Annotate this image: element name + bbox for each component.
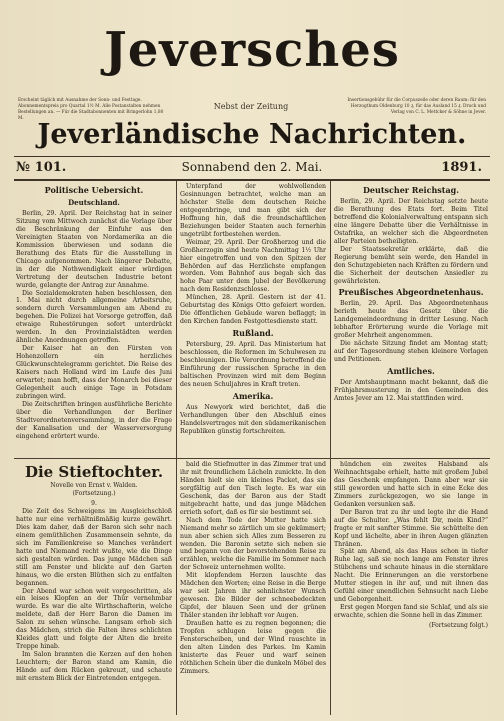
- story-paragraph: Erst gegen Morgen fand sie Schlaf, und als sie erwachte, schien die Sonne hell in das Zimmer.: [334, 604, 488, 620]
- issue-year: 1891.: [441, 160, 482, 175]
- story-continued-2: [180, 461, 326, 715]
- story-chapter: 9.: [91, 500, 97, 507]
- article-paragraph: Der Kaiser hat an den Fürsten von Hohenzollern ein herzliches Glückwunschtelegramm gerichtet. Die Reise des Kaisers nach Holland wird im Laufe des Juni erwartet; man hofft, dass der Monarch bei dieser Gelegenheit auch einige Tage in Potsdam zubringen wird.: [16, 345, 172, 400]
- story-end-note: (Fortsetzung folgt.): [429, 622, 488, 630]
- article-paragraph: Der Staatssekretär erklärte, daß die Regierung bemüht sein werde, den Handel in den Schutzgebieten nach Kräften zu fördern und die Sicherheit der deutschen Ansiedler zu gewährleisten.: [334, 245, 488, 285]
- story-paragraph: Der Abend war schon weit vorgeschritten, als ein leises Klopfen an der Thür vernehmbar wurde. Es war die alte Wirthschafterin, welche meldete, daß der Herr Baron die Damen im Salon zu sehen wünsche. Langsam erhob sich das Mädchen, strich die Falten ihres schlichten Kleides glatt und folgte der Alten die breite Treppe hinab.: [16, 587, 172, 651]
- column-parliament: [334, 183, 488, 455]
- masthead-title: Jeversches: [104, 22, 400, 78]
- article-paragraph: Die nächste Sitzung findet am Montag statt; auf der Tagesordnung stehen kleinere Vorlagen und Petitionen.: [334, 340, 488, 364]
- article-paragraph: Petersburg, 29. April. Das Ministerium hat beschlossen, die Reformen im Schulwesen zu beschleunigen. Die Verordnung betreffend die Einführung der russischen Sprache in den baltischen Provinzen wird mit dem Beginn des neuen Schuljahres in Kraft treten.: [180, 341, 326, 388]
- story-author: Novelle von Ernst v. Walden.: [50, 482, 138, 489]
- story-paragraph: Nach dem Tode der Mutter hatte sich Niemand mehr so zärtlich um sie gekümmert; nun aber schien sich Alles zum Besseren zu wenden. Die Baronin setzte sich neben sie und begann von der bevorstehenden Reise zu erzählen, welche die Familie im Sommer nach der Schweiz unternehmen wollte.: [180, 516, 326, 572]
- dateline: [14, 157, 490, 179]
- section-title: Politische Uebersicht.: [44, 185, 144, 195]
- feuilleton-divider: [14, 458, 490, 459]
- section-title: Deutscher Reichstag.: [362, 185, 460, 195]
- article-paragraph: München, 28. April. Gestern ist der 41. Geburtstag des Königs Otto gefeiert worden. Die öffentlichen Gebäude waren beflaggt; in den Kirchen fanden Festgottesdienste statt.: [180, 294, 326, 326]
- column-divider-1: [176, 181, 177, 715]
- story-paragraph: bald die Stiefmutter in das Zimmer trat und ihr mit freundlichem Lächeln zunickte. In den Händen hielt sie ein kleines Packet, das sie sorgfältig auf den Tisch legte. Es war ein Geschenk, das der Baron aus der Stadt mitgebracht hatte, und das junge Mädchen errieth sofort, daß es für sie bestimmt sei.: [180, 461, 326, 516]
- article-paragraph: Weimar, 29. April. Der Großherzog und die Großherzogin sind heute Nachmittag 1½ Uhr hier eingetroffen und von den Spitzen der Behörden auf das Herzlichste empfangen worden. Vom Bahnhof aus begab sich das hohe Paar unter dem Jubel der Bevölkerung nach dem Residenzschlosse.: [180, 238, 326, 294]
- article-paragraph: Die Zeitschriften bringen ausführliche Berichte über die Verhandlungen der Berliner Stadtverordnetenversammlung, in der die Frage der Kanalisation und der Wasserversorgung eingehend erörtert wurde.: [16, 400, 172, 440]
- column-divider-2: [330, 181, 331, 715]
- rule-bottom: [14, 179, 490, 181]
- story-paragraph: Draußen hatte es zu regnen begonnen; die Tropfen schlugen leise gegen die Fensterscheiben, und der Wind rauschte in den alten Linden des Parkes. Im Kamin knisterte das Feuer und warf seinen röthlichen Schein über die dunkeln Möbel des Zimmers.: [180, 620, 326, 675]
- subsection-title: Deutschland.: [68, 198, 120, 207]
- story-paragraph: Der Baron trat zu ihr und legte ihr die Hand auf die Schulter. „Was fehlt Dir, mein Kind?“ fragte er mit sanfter Stimme. Sie schüttelte den Kopf und lächelte, aber in ihren Augen glänzten Thränen.: [334, 508, 488, 548]
- masthead-subtitle: Jeverländische Nachrichten.: [37, 119, 467, 150]
- column-news: [180, 183, 326, 455]
- section-title: Amtliches.: [387, 366, 435, 377]
- section-title: Preußisches Abgeordnetenhaus.: [338, 287, 484, 298]
- story-paragraph: Im Salon brannten die Kerzen auf den hohen Leuchtern; der Baron stand am Kamin, die Hände auf dem Rücken gekreuzt, und schaute mit ernstem Blick der Eintretenden entgegen.: [16, 651, 172, 683]
- article-paragraph: Aus Newyork wird berichtet, daß die Verhandlungen über den Abschluß eines Handelsvertrages mit den südamerikanischen Republiken günstig fortschreiten.: [180, 403, 326, 435]
- column-politics: [16, 183, 172, 455]
- article-paragraph: Unterpfand der wohlwollenden Gesinnungen betrachtet, welche man an höchster Stelle dem deutschen Reiche entgegenbringe, und man gibt sich der Hoffnung hin, daß die freundschaftlichen Beziehungen beider Staaten auch fernerhin ungetrübt fortbestehen werden.: [180, 183, 326, 238]
- insertion-notice: Insertionsgebühr für die Corpuszeile oder deren Raum: für den Herzogthum Oldenburg 10 ₰, für das Ausland 15 ₰. Druck und Verlag von C. L. Mettcker & Söhne in Jever.: [347, 98, 486, 115]
- section-title: Rußland.: [232, 328, 274, 339]
- article-paragraph: Berlin, 29. April. Der Reichstag hat in seiner Sitzung vom Mittwoch zunächst die Vorlage über die Beschränkung der Einfuhr aus den Vereinigten Staaten von Nordamerika an die Kommission überwiesen und sodann die Berathung des Etats für die Ausstellung in Chicago aufgenommen. Nach längerer Debatte, in der die Nothwendigkeit einer würdigen Vertretung der deutschen Industrie betont wurde, gelangte der Antrag zur Annahme.: [16, 210, 172, 289]
- article-paragraph: Die Sozialdemokraten haben beschlossen, den 1. Mai nicht durch allgemeine Arbeitsruhe, sondern durch Versammlungen am Abend zu begehen. Die Polizei hat Vorsorge getroffen, daß etwaige Ruhestörungen sofort unterdrückt werden. In den Provinzialstädten werden ähnliche Anordnungen getroffen.: [16, 289, 172, 345]
- issue-number: № 101.: [16, 160, 67, 175]
- issue-date: Sonnabend den 2. Mai.: [181, 160, 323, 174]
- story-column: [16, 461, 172, 715]
- story-continued-3: [334, 461, 488, 715]
- article-paragraph: Berlin, 29. April. Der Reichstag setzte heute die Berathung des Etats fort. Beim Titel betreffend die Kolonialverwaltung entspann sich eine längere Debatte über die Verhältnisse in Ostafrika, an welcher sich die Abgeordneten aller Parteien betheiligten.: [334, 198, 488, 245]
- nebst-label: Nebst der Zeitung: [213, 102, 289, 111]
- article-paragraph: Berlin, 29. April. Das Abgeordnetenhaus berieth heute das Gesetz über die Landgemeindeordnung in dritter Lesung. Nach lebhafter Erörterung wurde die Vorlage mit großer Mehrheit angenommen.: [334, 300, 488, 340]
- story-paragraph: Spät am Abend, als das Haus schon in tiefer Ruhe lag, saß sie noch lange am Fenster ihres Stübchens und schaute hinaus in die sternklare Nacht. Die Erinnerungen an die verstorbene Mutter stiegen in ihr auf, und mit ihnen das Gefühl einer unendlichen Sehnsucht nach Liebe und Geborgenheit.: [334, 548, 488, 604]
- story-continuation: (Fortsetzung.): [72, 490, 116, 497]
- story-title: Die Stieftochter.: [24, 463, 164, 481]
- section-title: Amerika.: [232, 390, 274, 401]
- story-paragraph: Die Zeit des Schweigens im Ausgleichschloß hatte nur eine verhältnißmäßig kurze gewährt. Dies kam daher, daß der Baron sich sehr nach einem gemüthlichen Zusammensein sehnte, da sich im Familienkreise so Manches verändert hatte und Niemand recht wußte, wie die Dinge sich gestalten würden. Das junge Mädchen saß still am Fenster und blickte auf den Garten hinaus, wo die ersten Blüthen sich zu entfalten begannen.: [16, 508, 172, 587]
- article-paragraph: Der Amtshauptmann macht bekannt, daß die Frühjahrsmusterung in den Gemeinden des Amtes Jever am 12. Mai stattfinden wird.: [334, 379, 488, 403]
- story-paragraph: hündchen ein zweites Halsband als Weihnachtsgabe erhielt, hatte mit großem Jubel das Geschenk empfangen. Dann aber war sie still geworden und hatte sich in eine Ecke des Zimmers zurückgezogen, wo sie lange in Gedanken versunken saß.: [334, 461, 488, 508]
- story-paragraph: Mit klopfendem Herzen lauschte das Mädchen den Worten; eine Reise in die Berge war seit Jahren ihr sehnlichster Wunsch gewesen. Die Bilder der schneebedeckten Gipfel, der blauen Seen und der grünen Thäler standen ihr lebhaft vor Augen.: [180, 572, 326, 620]
- subscription-notice: Erscheint täglich mit Ausnahme der Sonn- und Festtage. Abonnementspreis pro Quartal 1½ M. Alle Postanstalten nehmen Bestellungen an. — Für die Stadtabonnenten mit Bringerlohn 1,80 M.: [18, 98, 164, 121]
